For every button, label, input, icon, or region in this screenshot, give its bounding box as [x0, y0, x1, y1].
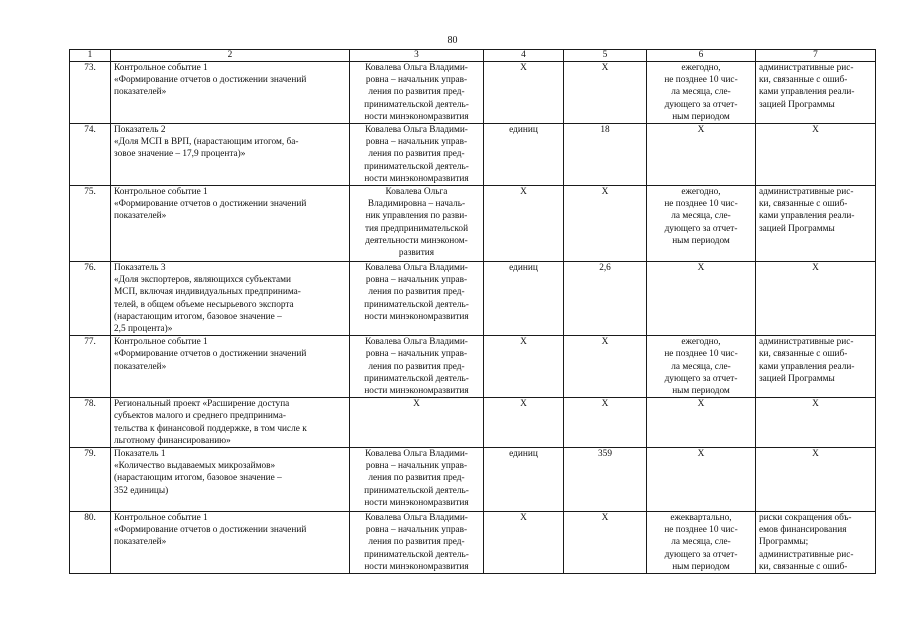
responsible-line: ности минэкономразвития — [364, 561, 469, 572]
risks-line: зацией Программы — [759, 99, 835, 110]
risks-line: административные рис- — [759, 549, 854, 560]
responsible-line: ровна – начальник управ- — [365, 75, 468, 86]
event-name-line: «Формирование отчетов о достижении значений — [114, 349, 307, 360]
event-name-line: тельства к финансовой поддержке, в том числе к — [114, 423, 307, 434]
table-row — [70, 186, 876, 262]
event-name-line: Региональный проект «Расширение доступа — [114, 399, 290, 410]
table-row — [70, 398, 876, 448]
responsible-cell — [350, 186, 484, 262]
deadline-line: дующего за отчет- — [664, 373, 738, 384]
responsible-line: принимательской деятель- — [364, 485, 469, 496]
risks-line: емов финансирования — [759, 525, 847, 536]
unit-cell: Х — [484, 336, 564, 398]
deadline-line: не позднее 10 чис- — [664, 525, 738, 536]
responsible-cell — [350, 124, 484, 186]
responsible-line: Ковалева Ольга Владими- — [365, 125, 468, 136]
deadline-line: ла месяца, сле- — [671, 211, 731, 222]
deadline-line: дующего за отчет- — [664, 549, 738, 560]
event-name-cell — [111, 512, 350, 574]
responsible-line: ления по развития пред- — [368, 287, 465, 298]
event-name-line: показателей» — [114, 537, 167, 548]
event-name-cell — [111, 262, 350, 336]
deadline-line: ежегодно, — [681, 187, 721, 198]
deadline-cell — [647, 512, 756, 574]
responsible-line: ления по развития пред- — [368, 361, 465, 372]
row-number: 76. — [70, 262, 111, 336]
deadline-line: Х — [697, 263, 705, 274]
deadline-cell — [647, 336, 756, 398]
event-name-cell — [111, 124, 350, 186]
unit-cell: единиц — [484, 448, 564, 512]
responsible-line: принимательской деятель- — [364, 373, 469, 384]
risks-line: ки, связанные с ошиб- — [759, 199, 848, 210]
event-name-line: «Доля МСП в ВРП, (нарастающим итогом, ба- — [114, 137, 299, 148]
deadline-line: ным периодом — [672, 561, 730, 572]
column-number: 4 — [484, 50, 564, 62]
risks-cell — [756, 62, 876, 124]
responsible-line: ности минэкономразвития — [364, 497, 469, 508]
event-name-line: зовое значение – 17,9 процента)» — [114, 149, 246, 160]
responsible-line: принимательской деятель- — [364, 299, 469, 310]
event-name-line: телей, в общем объеме несырьевого экспорта — [114, 299, 294, 310]
deadline-line: Х — [697, 399, 705, 410]
deadline-line: не позднее 10 чис- — [664, 349, 738, 360]
event-name-line: Контрольное событие 1 — [114, 513, 208, 524]
deadline-line: ным периодом — [672, 111, 730, 122]
event-name-line: показателей» — [114, 87, 167, 98]
event-name-line: (нарастающим итогом, базовое значение – — [114, 473, 282, 484]
table-row — [70, 448, 876, 512]
table-row — [70, 336, 876, 398]
value-cell: Х — [564, 62, 647, 124]
deadline-line: Х — [697, 449, 705, 460]
event-name-line: Контрольное событие 1 — [114, 63, 208, 73]
unit-cell: Х — [484, 512, 564, 574]
risks-line: ки, связанные с ошиб- — [759, 561, 848, 572]
deadline-line: Х — [697, 125, 705, 136]
responsible-line: ления по развития пред- — [368, 149, 465, 160]
responsible-line: ровна – начальник управ- — [365, 461, 468, 472]
responsible-line: Ковалева Ольга Владими- — [365, 63, 468, 73]
table-row — [70, 62, 876, 124]
value-cell: 2,6 — [564, 262, 647, 336]
deadline-line: ла месяца, сле- — [671, 361, 731, 372]
responsible-line: ления по развития пред- — [368, 537, 465, 548]
value-cell: 18 — [564, 124, 647, 186]
responsible-line: ности минэкономразвития — [364, 311, 469, 322]
responsible-line: Ковалева Ольга — [385, 187, 448, 198]
responsible-line: развития — [398, 248, 435, 259]
event-name-line: Показатель 3 — [114, 263, 166, 274]
event-name-line: показателей» — [114, 361, 167, 372]
responsible-cell — [350, 62, 484, 124]
risks-line: административные рис- — [759, 63, 854, 73]
event-name-cell — [111, 186, 350, 262]
event-name-line: (нарастающим итогом, базовое значение – — [114, 311, 282, 322]
responsible-line: Ковалева Ольга Владими- — [365, 513, 468, 524]
row-number: 79. — [70, 448, 111, 512]
responsible-line: Ковалева Ольга Владими- — [365, 263, 468, 274]
event-name-cell — [111, 398, 350, 448]
event-name-line: Контрольное событие 1 — [114, 337, 208, 348]
deadline-line: ным периодом — [672, 386, 730, 397]
responsible-line: принимательской деятель- — [364, 161, 469, 172]
deadline-cell — [647, 262, 756, 336]
event-name-line: «Формирование отчетов о достижении значений — [114, 199, 307, 210]
deadline-cell — [647, 124, 756, 186]
deadline-cell — [647, 186, 756, 262]
responsible-cell — [350, 398, 484, 448]
event-name-cell — [111, 336, 350, 398]
risks-line: зацией Программы — [759, 373, 835, 384]
event-name-line: «Формирование отчетов о достижении значений — [114, 525, 307, 536]
event-name-line: Контрольное событие 1 — [114, 187, 208, 198]
risks-line: зацией Программы — [759, 223, 835, 234]
risks-line: Х — [812, 125, 819, 136]
risks-line: Х — [812, 399, 819, 410]
event-name-line: Показатель 2 — [114, 125, 166, 136]
event-name-line: «Формирование отчетов о достижении значений — [114, 75, 307, 86]
risks-line: ки, связанные с ошиб- — [759, 75, 848, 86]
value-cell: Х — [564, 512, 647, 574]
column-number: 3 — [350, 50, 484, 62]
risks-line: Х — [812, 449, 819, 460]
deadline-line: дующего за отчет- — [664, 99, 738, 110]
column-number: 5 — [564, 50, 647, 62]
deadline-line: ежегодно, — [681, 63, 721, 73]
event-name-line: показателей» — [114, 211, 167, 222]
unit-cell: единиц — [484, 124, 564, 186]
risks-line: Х — [812, 263, 819, 274]
responsible-line: Ковалева Ольга Владими- — [365, 449, 468, 460]
responsible-line: ности минэкономразвития — [364, 173, 469, 184]
unit-cell: Х — [484, 62, 564, 124]
responsible-line: ления по развития пред- — [368, 87, 465, 98]
responsible-line: Х — [413, 399, 420, 410]
unit-cell: Х — [484, 186, 564, 262]
deadline-line: ежегодно, — [681, 337, 721, 348]
risks-cell — [756, 336, 876, 398]
risks-line: административные рис- — [759, 187, 854, 198]
value-cell: Х — [564, 398, 647, 448]
row-number: 73. — [70, 62, 111, 124]
event-name-line: субъектов малого и среднего предпринима- — [114, 411, 286, 422]
responsible-line: ления по развития пред- — [368, 473, 465, 484]
row-number: 74. — [70, 124, 111, 186]
risks-line: ки, связанные с ошиб- — [759, 349, 848, 360]
deadline-line: дующего за отчет- — [664, 223, 738, 234]
responsible-cell — [350, 512, 484, 574]
risks-line: Программы; — [759, 537, 809, 548]
event-name-cell — [111, 62, 350, 124]
event-name-line: льготному финансированию» — [114, 435, 231, 446]
deadline-line: ежеквартально, — [670, 513, 732, 524]
responsible-line: Владимировна – началь- — [367, 199, 466, 210]
deadline-cell — [647, 62, 756, 124]
responsible-cell — [350, 336, 484, 398]
responsible-line: ности минэкономразвития — [364, 111, 469, 122]
responsible-line: принимательской деятель- — [364, 549, 469, 560]
risks-line: ками управления реали- — [759, 87, 855, 98]
responsible-line: принимательской деятель- — [364, 99, 469, 110]
unit-cell: единиц — [484, 262, 564, 336]
table-row — [70, 512, 876, 574]
risks-cell — [756, 186, 876, 262]
risks-cell — [756, 398, 876, 448]
responsible-line: ровна – начальник управ- — [365, 275, 468, 286]
deadline-line: не позднее 10 чис- — [664, 75, 738, 86]
risks-line: риски сокращения объ- — [759, 513, 852, 524]
event-name-cell — [111, 448, 350, 512]
responsible-line: деятельности минэконом- — [365, 235, 468, 246]
column-numbers-row — [70, 50, 876, 62]
risks-cell — [756, 124, 876, 186]
table-row — [70, 262, 876, 336]
column-number: 6 — [647, 50, 756, 62]
responsible-line: тия предпринимательской — [364, 223, 469, 234]
column-number: 1 — [70, 50, 111, 62]
table-row — [70, 124, 876, 186]
column-number: 7 — [756, 50, 876, 62]
responsible-line: ности минэкономразвития — [364, 386, 469, 397]
responsible-cell — [350, 262, 484, 336]
value-cell: 359 — [564, 448, 647, 512]
responsible-line: ровна – начальник управ- — [365, 525, 468, 536]
deadline-line: не позднее 10 чис- — [664, 199, 738, 210]
responsible-cell — [350, 448, 484, 512]
event-name-line: «Количество выдаваемых микрозаймов» — [114, 461, 276, 472]
value-cell: Х — [564, 186, 647, 262]
event-name-line: Показатель 1 — [114, 449, 166, 460]
responsible-line: Ковалева Ольга Владими- — [365, 337, 468, 348]
responsible-line: ник управления по разви- — [365, 211, 468, 222]
deadline-cell — [647, 398, 756, 448]
risks-cell — [756, 262, 876, 336]
row-number: 75. — [70, 186, 111, 262]
deadline-line: ла месяца, сле- — [671, 537, 731, 548]
event-name-line: МСП, включая индивидуальных предпринима- — [114, 287, 301, 298]
responsible-line: ровна – начальник управ- — [365, 349, 468, 360]
deadline-line: ным периодом — [672, 235, 730, 246]
responsible-line: ровна – начальник управ- — [365, 137, 468, 148]
row-number: 78. — [70, 398, 111, 448]
unit-cell: Х — [484, 398, 564, 448]
value-cell: Х — [564, 336, 647, 398]
program-table — [69, 49, 876, 574]
risks-cell — [756, 512, 876, 574]
column-number: 2 — [111, 50, 350, 62]
risks-cell — [756, 448, 876, 512]
deadline-line: ла месяца, сле- — [671, 87, 731, 98]
deadline-cell — [647, 448, 756, 512]
event-name-line: 352 единицы) — [114, 485, 169, 496]
risks-line: административные рис- — [759, 337, 854, 348]
row-number: 77. — [70, 336, 111, 398]
page-number: 80 — [447, 35, 458, 46]
row-number: 80. — [70, 512, 111, 574]
event-name-line: 2,5 процента)» — [114, 324, 173, 335]
risks-line: ками управления реали- — [759, 361, 855, 372]
event-name-line: «Доля экспортеров, являющихся субъектами — [114, 275, 291, 286]
risks-line: ками управления реали- — [759, 211, 855, 222]
